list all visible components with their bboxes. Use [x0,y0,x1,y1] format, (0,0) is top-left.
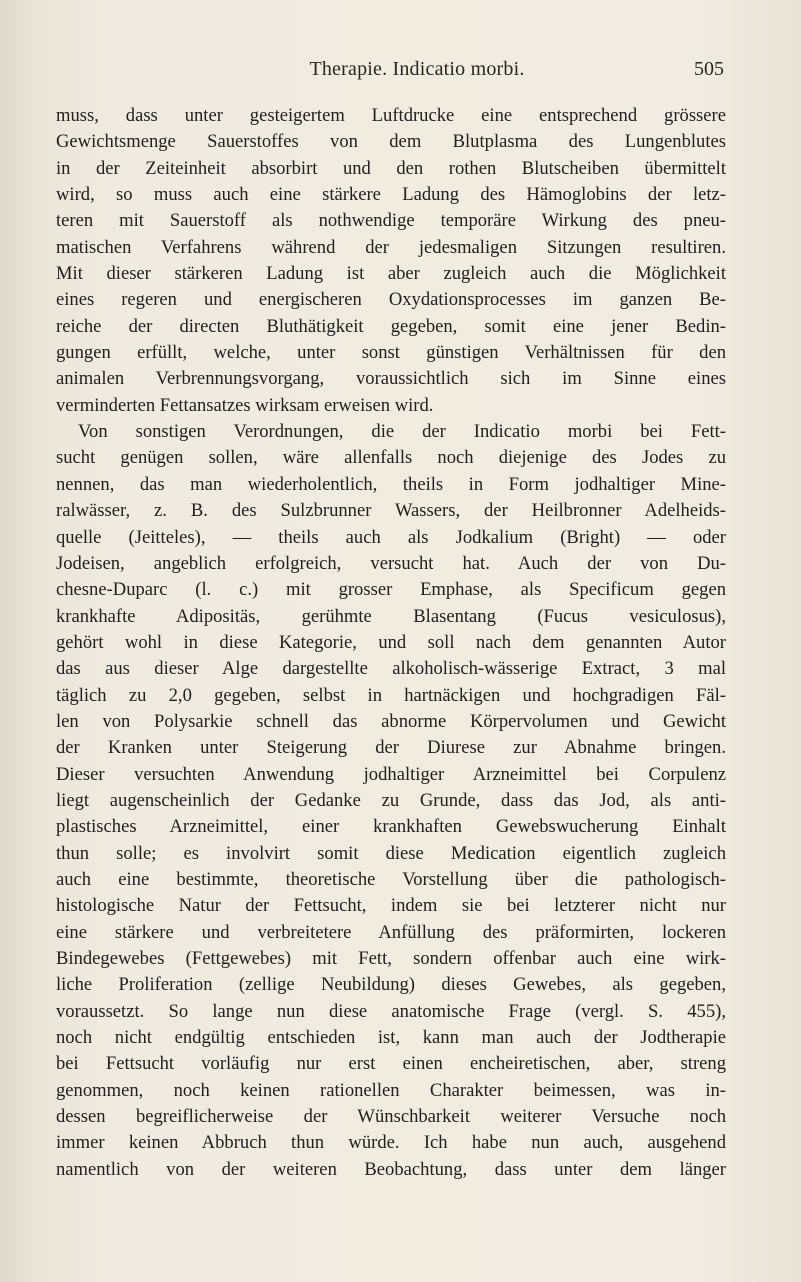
text-line: das aus dieser Alge dargestellte alkoholisch-wässerige Extract, 3 mal [56,658,726,680]
text-line: eines regeren und energischeren Oxydationsprocesses im ganzen Be- [56,289,726,311]
text-line: reiche der directen Bluthätigkeit gegeben, somit eine jener Bedin- [56,315,726,337]
text-line: krankhafte Adipositäs, gerühmte Blasentang (Fucus vesiculosus), [56,605,726,627]
text-line: teren mit Sauerstoff als nothwendige temporäre Wirkung des pneu- [56,210,726,232]
text-line: auch eine bestimmte, theoretische Vorstellung über die pathologisch- [56,868,726,890]
running-head: Therapie. Indicatio morbi. [309,58,525,80]
text-line: Mit dieser stärkeren Ladung ist aber zugleich auch die Möglichkeit [56,263,726,285]
text-line: histologische Natur der Fettsucht, indem sie bei letzterer nicht nur [56,895,726,917]
text-line: bei Fettsucht vorläufig nur erst einen encheiretischen, aber, streng [56,1053,726,1075]
text-line: liche Proliferation (zellige Neubildung) dieses Gewebes, als gegeben, [56,974,726,996]
text-line: eine stärkere und verbreitetere Anfüllung des präformirten, lockeren [56,921,726,943]
text-line: thun solle; es involvirt somit diese Medication eigentlich zugleich [56,842,726,864]
text-line: täglich zu 2,0 gegeben, selbst in hartnäckigen und hochgradigen Fäl- [56,684,726,706]
text-line: gungen erfüllt, welche, unter sonst günstigen Verhältnissen für den [56,342,726,364]
text-line: Bindegewebes (Fettgewebes) mit Fett, sondern offenbar auch eine wirk- [56,948,726,969]
text-line: noch nicht endgültig entschieden ist, kann man auch der Jodtherapie [56,1027,726,1049]
text-line: matischen Verfahrens während der jedesmaligen Sitzungen resultiren. [56,236,726,258]
text-line: liegt augenscheinlich der Gedanke zu Grunde, dass das Jod, als anti- [56,789,726,811]
page-header [110,58,724,88]
text-line: namentlich von der weiteren Beobachtung, dass unter dem länger [56,1158,726,1180]
text-line: der Kranken unter Steigerung der Diurese zur Abnahme bringen. [56,737,726,759]
text-line: quelle (Jeitteles), — theils auch als Jodkalium (Bright) — oder [56,526,726,548]
text-line: wird, so muss auch eine stärkere Ladung des Hämoglobins der letz- [56,184,726,206]
text-line: Jodeisen, angeblich erfolgreich, versucht hat. Auch der von Du- [56,552,726,574]
text-line: gehört wohl in diese Kategorie, und soll nach dem genannten Autor [56,631,726,653]
text-line: sucht genügen sollen, wäre allenfalls noch diejenige des Jodes zu [56,447,726,469]
text-line: len von Polysarkie schnell das abnorme Körpervolumen und Gewicht [56,710,726,732]
text-line: voraussetzt. So lange nun diese anatomische Frage (vergl. S. 455), [56,1000,726,1022]
text-line: Dieser versuchten Anwendung jodhaltiger Arzneimittel bei Corpulenz [56,763,726,785]
text-line: muss, dass unter gesteigertem Luftdrucke eine entsprechend grössere [56,105,726,126]
body-text [56,103,726,1183]
text-line: ralwässer, z. B. des Sulzbrunner Wassers, der Heilbronner Adelheids- [56,500,726,522]
text-line: dessen begreiflicherweise der Wünschbarkeit weiterer Versuche noch [56,1106,726,1128]
text-line: animalen Verbrennungsvorgang, voraussichtlich sich im Sinne eines [56,368,726,390]
text-line: verminderten Fettansatzes wirksam erweisen wird. [56,394,434,416]
page-number: 505 [694,58,724,80]
text-line: genommen, noch keinen rationellen Charakter beimessen, was in- [56,1079,726,1101]
text-line: Von sonstigen Verordnungen, die der Indicatio morbi bei Fett- [78,421,726,443]
text-line: in der Zeiteinheit absorbirt und den rothen Blutscheiben übermittelt [56,157,726,179]
text-line: immer keinen Abbruch thun würde. Ich habe nun auch, ausgehend [56,1132,726,1154]
text-line: Gewichtsmenge Sauerstoffes von dem Blutplasma des Lungenblutes [56,131,726,153]
text-line: plastisches Arzneimittel, einer krankhaften Gewebswucherung Einhalt [56,816,726,838]
text-line: nennen, das man wiederholentlich, theils in Form jodhaltiger Mine- [56,473,726,495]
text-line: chesne-Duparc (l. c.) mit grosser Emphase, als Specificum gegen [56,579,726,601]
